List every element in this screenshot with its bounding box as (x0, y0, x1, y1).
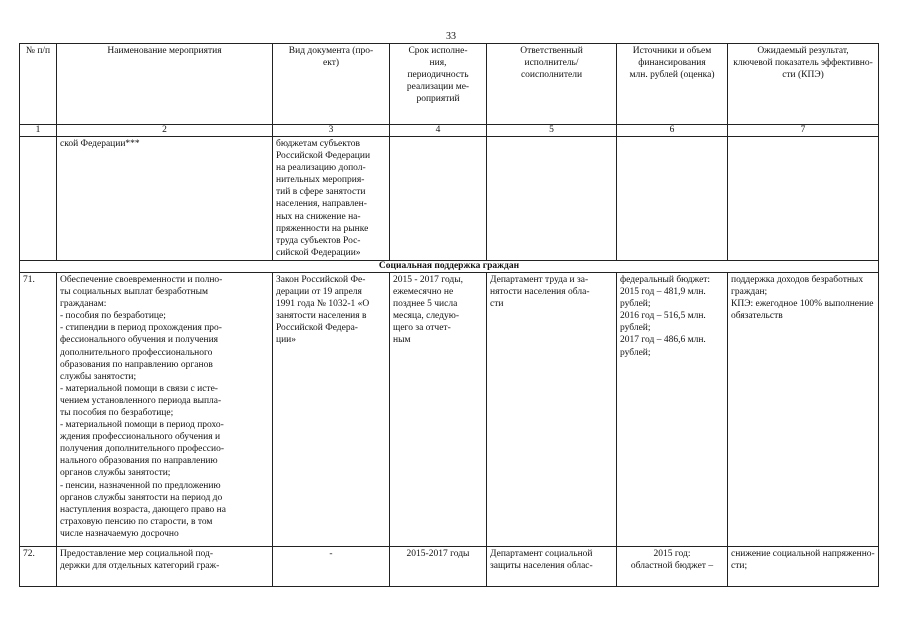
column-number: 7 (728, 125, 879, 137)
header-cell: № п/п (20, 44, 57, 125)
header-cell: Источники и объем финансирования млн. рублей (оценка) (617, 44, 728, 125)
responsible (487, 137, 617, 261)
expected-result (728, 137, 879, 261)
column-number: 1 (20, 125, 57, 137)
table-row (20, 546, 879, 586)
column-numbers-row (20, 125, 879, 137)
header-cell: Ожидаемый результат, ключевой показатель эффективно- сти (КПЭ) (728, 44, 879, 125)
column-number: 3 (273, 125, 390, 137)
section-title: Социальная поддержка граждан (20, 260, 879, 272)
page-number: 33 (446, 31, 456, 42)
measure-name: Обеспечение своевременности и полно- ты социальных выплат безработным гражданам: - пособия по безработице; - стипендии в период прохождения про- фессионального обучения и получения дополнительного профессионального образования по направлению органов службы занятости; - материальной помощи в связи с исте- чением установленного периода выпла- ты пособия по безработице; - материальной помощи в период прохо- ждения профессионального обучения и получения дополнительного профессио- нального образования по направлению органов службы занятости; - пенсии, назначенной по предложению органов службы занятости на период до наступления возраста, дающего право на страховую пенсию по старости, в том числе назначаемую досрочно (57, 272, 273, 546)
financing: 2015 год: областной бюджет – (617, 546, 728, 586)
header-cell: Вид документа (про- ект) (273, 44, 390, 125)
table-row (20, 272, 879, 546)
document-type: бюджетам субъектов Российской Федерации на реализацию допол- нительных мероприя- тий в сфере занятости населения, направлен- ных на снижение на- пряженности на рынке труда субъектов Рос- сийской Федерации» (273, 137, 390, 261)
header-cell: Срок исполне- ния, периодичность реализации ме- роприятий (390, 44, 487, 125)
row-number (20, 137, 57, 261)
measures-table (19, 43, 879, 587)
header-cell: Ответственный исполнитель/ соисполнители (487, 44, 617, 125)
measure-name: Предоставление мер социальной под- держки для отдельных категорий граж- (57, 546, 273, 586)
expected-result: поддержка доходов безработных граждан; КПЭ: ежегодное 100% выполнение обязательств (728, 272, 879, 546)
document-type: Закон Российской Фе- дерации от 19 апреля 1991 года № 1032-1 «О занятости населения в Российской Федера- ции» (273, 272, 390, 546)
measure-name: ской Федерации*** (57, 137, 273, 261)
expected-result: снижение социальной напряженно- сти; (728, 546, 879, 586)
column-number: 2 (57, 125, 273, 137)
responsible: Департамент труда и за- нятости населения обла- сти (487, 272, 617, 546)
column-number: 5 (487, 125, 617, 137)
financing: федеральный бюджет: 2015 год – 481,9 млн. рублей; 2016 год – 516,5 млн. рублей; 2017 год – 486,6 млн. рублей; (617, 272, 728, 546)
document-type: - (273, 546, 390, 586)
row-number: 71. (20, 272, 57, 546)
section-row (20, 260, 879, 272)
financing (617, 137, 728, 261)
header-cell: Наименование мероприятия (57, 44, 273, 125)
term: 2015 - 2017 годы, ежемесячно не позднее 5 числа месяца, следую- щего за отчет- ным (390, 272, 487, 546)
term: 2015-2017 годы (390, 546, 487, 586)
header-row (20, 44, 879, 125)
row-number: 72. (20, 546, 57, 586)
continuation-row (20, 137, 879, 261)
responsible: Департамент социальной защиты населения облас- (487, 546, 617, 586)
column-number: 4 (390, 125, 487, 137)
column-number: 6 (617, 125, 728, 137)
term (390, 137, 487, 261)
